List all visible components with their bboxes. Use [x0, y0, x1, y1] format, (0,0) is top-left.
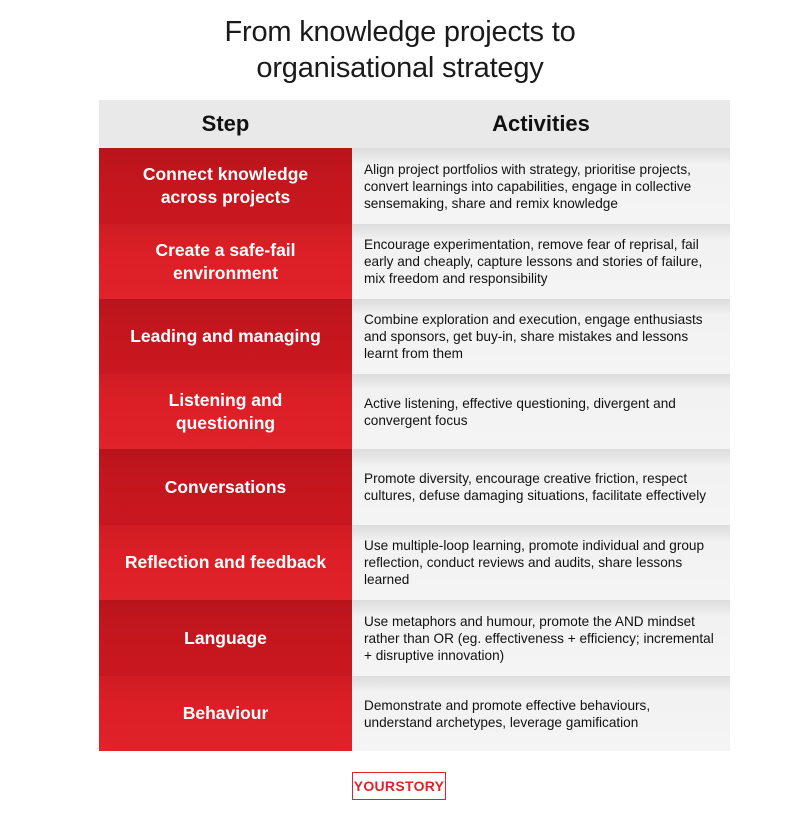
step-cell: Listening and questioning — [99, 374, 352, 449]
table-row — [99, 148, 730, 224]
step-cell: Language — [99, 600, 352, 676]
activities-cell — [352, 525, 730, 600]
table-row — [99, 449, 730, 525]
table-header — [99, 100, 730, 148]
activities-cell — [352, 299, 730, 374]
activities-text: Active listening, effective questioning, divergent and convergent focus — [364, 395, 676, 428]
activities-text: Encourage experimentation, remove fear of reprisal, fail early and cheaply, capture lessons and stories of failure, mix freedom and responsibility — [364, 237, 703, 286]
activities-text: Demonstrate and promote effective behaviours, understand archetypes, leverage gamification — [364, 697, 651, 730]
table-row — [99, 299, 730, 374]
step-cell: Connect knowledge across projects — [99, 148, 352, 224]
step-cell: Create a safe-fail environment — [99, 224, 352, 299]
step-cell: Reflection and feedback — [99, 525, 352, 600]
activities-text: Use multiple-loop learning, promote individual and group reflection, conduct reviews and audits, share lessons learned — [364, 538, 705, 587]
table-row — [99, 676, 730, 751]
table-body — [99, 148, 730, 751]
header-step: Step — [201, 111, 250, 136]
activities-cell — [352, 374, 730, 449]
activities-text: Align project portfolios with strategy, prioritise projects, convert learnings into capabilities, engage in collective sensemaking, share and remix knowledge — [364, 161, 692, 211]
step-cell: Leading and managing — [99, 299, 352, 374]
table-row — [99, 525, 730, 600]
header-activities: Activities — [492, 111, 590, 136]
table-row — [99, 224, 730, 299]
title-line-1: From knowledge projects to — [224, 16, 576, 48]
activities-text: Use metaphors and humour, promote the AND mindset rather than OR (eg. effectiveness + efficiency; incremental + disruptive innovation) — [364, 613, 714, 663]
activities-text: Promote diversity, encourage creative friction, respect cultures, defuse damaging situations, facilitate effectively — [364, 471, 707, 503]
title-line-2: organisational strategy — [256, 52, 544, 84]
step-cell: Conversations — [99, 449, 352, 525]
table-row — [99, 600, 730, 676]
activities-text: Combine exploration and execution, engage enthusiasts and sponsors, get buy-in, share mistakes and lessons learnt from them — [364, 312, 703, 361]
activities-cell — [352, 224, 730, 299]
activities-cell — [352, 148, 730, 224]
page-title — [0, 14, 800, 86]
table-row — [99, 374, 730, 449]
strategy-table — [99, 100, 730, 751]
activities-cell — [352, 676, 730, 751]
step-cell: Behaviour — [99, 676, 352, 751]
activities-cell — [352, 600, 730, 676]
yourstory-logo: YOURSTORY — [352, 772, 446, 800]
activities-cell — [352, 449, 730, 525]
